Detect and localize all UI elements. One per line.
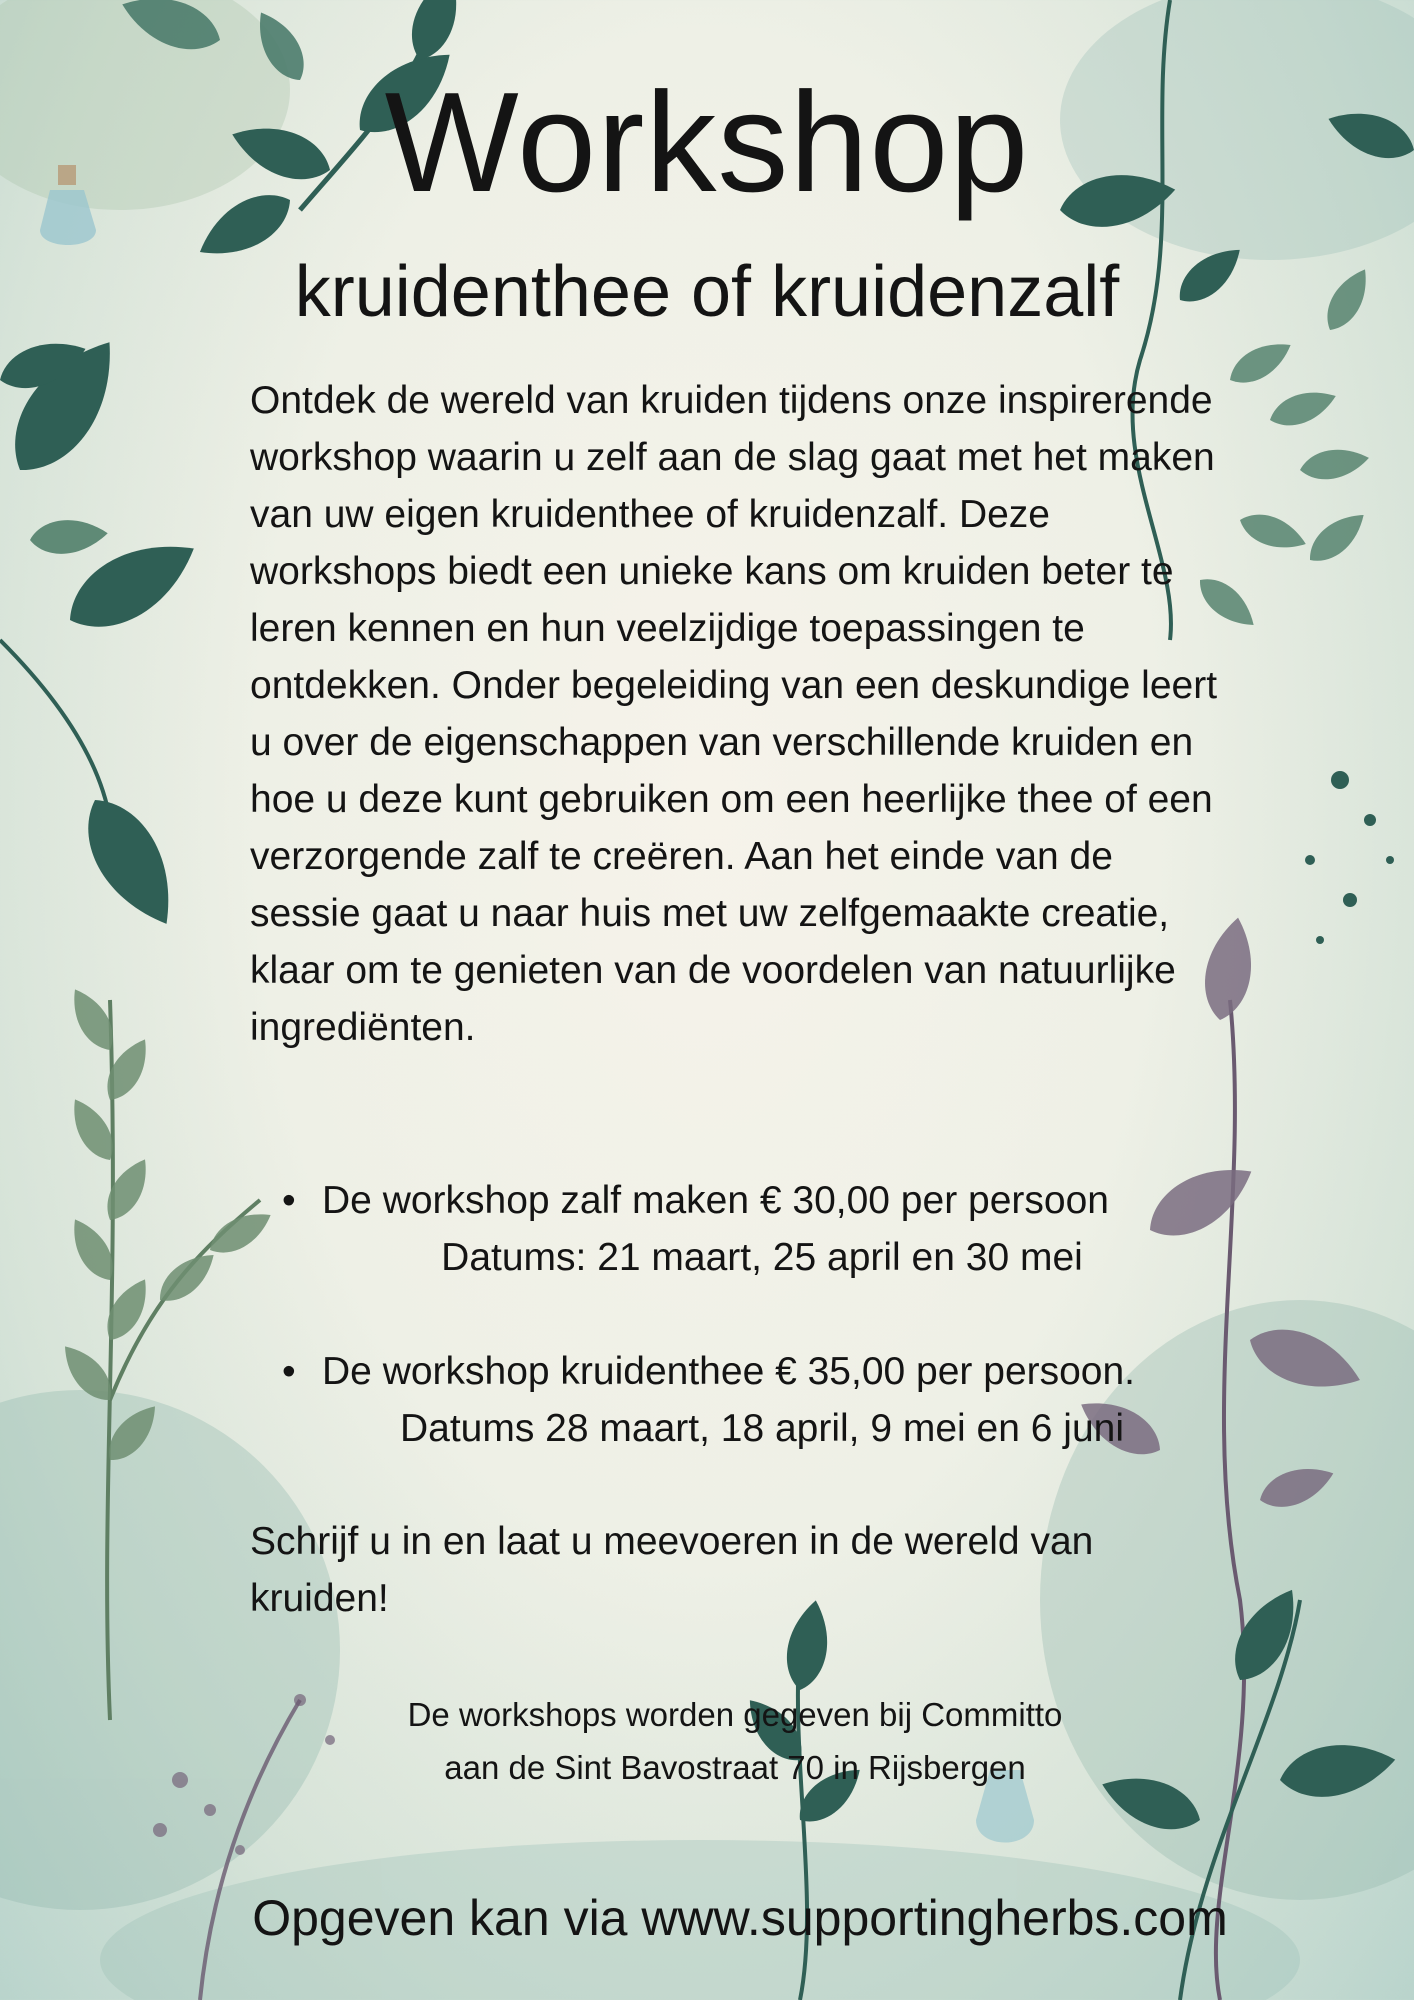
- bullet-icon: •: [282, 1350, 296, 1393]
- signup-footer: Opgeven kan via www.supportingherbs.com: [252, 1890, 1228, 1946]
- location-info: [0, 1688, 1414, 1794]
- location-line-address: aan de Sint Bavostraat 70 in Rijsbergen: [444, 1749, 1026, 1786]
- location-line-venue: De workshops worden gegeven bij Committo: [407, 1696, 1063, 1733]
- offer-title: De workshop kruidenthee € 35,00 per persoon.: [322, 1350, 1136, 1393]
- offer-item-kruidenthee: [282, 1343, 1242, 1457]
- page-title: Workshop: [384, 63, 1030, 222]
- offer-item-zalf: [282, 1172, 1242, 1286]
- offer-dates: Datums: 21 maart, 25 april en 30 mei: [441, 1236, 1083, 1279]
- offer-dates: Datums 28 maart, 18 april, 9 mei en 6 juni: [399, 1407, 1124, 1450]
- bullet-icon: •: [282, 1179, 296, 1222]
- page-subtitle: kruidenthee of kruidenzalf: [294, 252, 1120, 332]
- closing-paragraph: Schrijf u in en laat u meevoeren in de wereld van kruiden!: [250, 1520, 1094, 1620]
- offer-title: De workshop zalf maken € 30,00 per persoon: [322, 1179, 1109, 1222]
- intro-paragraph: Ontdek de wereld van kruiden tijdens onze inspirerende workshop waarin u zelf aan de slag gaat met het maken van uw eigen kruidenthee of kruidenzalf. Deze workshops biedt een unieke kans om kruiden beter te leren kennen en hun veelzijdige toepassingen te ontdekken. Onder begeleiding van een deskundige leert u over de eigenschappen van verschillende kruiden en hoe u deze kunt gebruiken om een heerlijke thee of een verzorgende zalf te creëren. Aan het einde van de sessie gaat u naar huis met uw zelfgemaakte creatie, klaar om te genieten van de voordelen van natuurlijke ingrediënten.: [250, 379, 1218, 1049]
